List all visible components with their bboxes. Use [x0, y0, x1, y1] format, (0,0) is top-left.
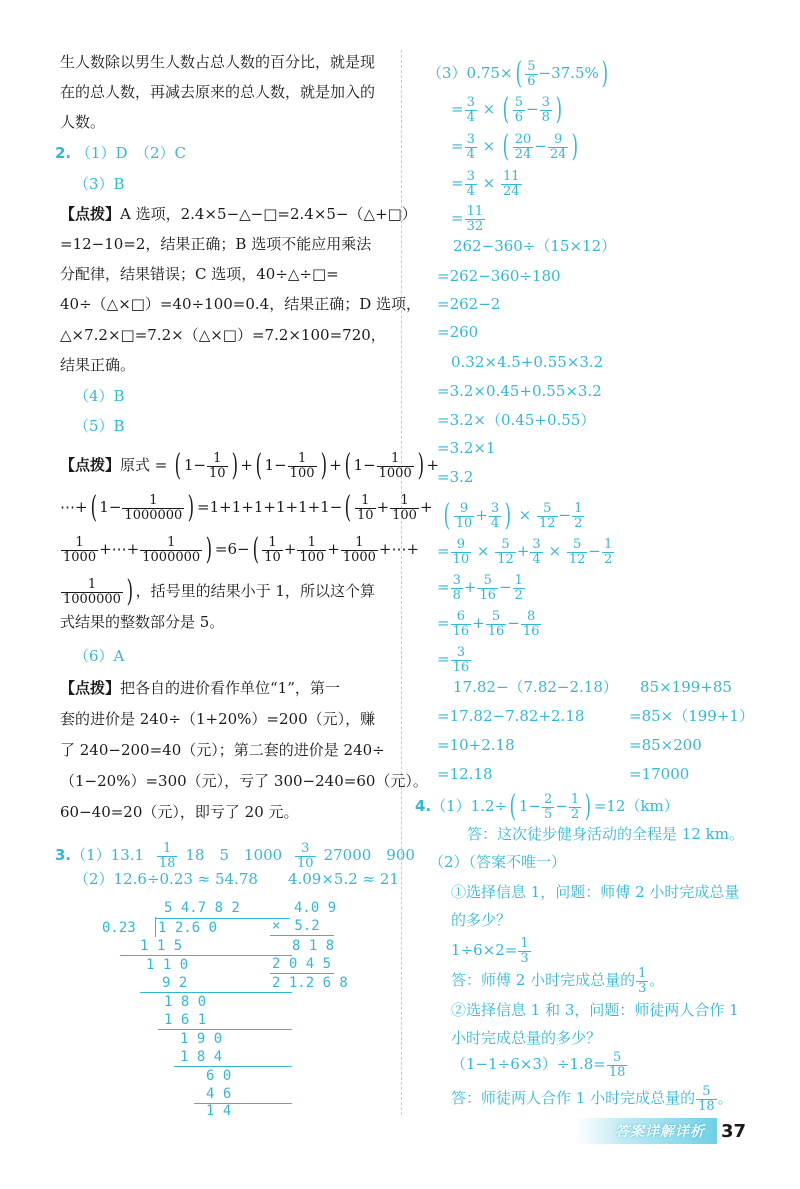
calc-line: 17.82−（7.82−2.18） [453, 678, 618, 696]
multiplication-row: × 5.2 [272, 918, 320, 934]
answer-line: 的多少？ [451, 911, 512, 929]
calc-line: = $\frac{3}{4}$ × ( $\frac{20}{24}$ − $\frac{9}{24}$ ) [451, 129, 579, 164]
tip-line: 套的进价是 240÷（1+20%）=200（元），赚 [60, 710, 376, 728]
multiplication-row: 8 1 8 [292, 938, 335, 954]
text-line: 在的总人数，再减去原来的总人数，就是加入的 [60, 83, 376, 101]
division-step: 1 8 0 [164, 994, 207, 1010]
tip-text: A 选项，2.4×5−△−□=2.4×5−（△+□） [120, 205, 417, 223]
question-number: 2. [55, 144, 72, 162]
calc-line: =3.2×1 [437, 439, 496, 457]
tip-line: 了 240−200=40（元）；第二套的进价是 240÷ [60, 741, 385, 759]
expression-text: 原式 = [120, 456, 168, 474]
calc-line: =17.82−7.82+2.18 [437, 707, 585, 725]
tip-text: 把各自的进价看作单位“1”，第一 [120, 679, 340, 697]
multiplication-row: 2 0 4 5 [272, 956, 332, 972]
question-number: 4. [415, 797, 432, 815]
answer-2-4: （4）B [74, 387, 125, 405]
calc-line: =3.2×（0.45+0.55） [437, 411, 596, 429]
text-line: 生人数除以男生人数占总人数的百分比，就是现 [60, 53, 376, 71]
question-2-line [55, 143, 186, 163]
answer-2-6: （6）A [74, 647, 125, 665]
tip-line: △×7.2×□=7.2×（△×□）=7.2×100=720， [60, 326, 386, 344]
answer-3-2: （2）12.6÷0.23 ≈ 54.78 4.09×5.2 ≈ 21 [74, 870, 399, 888]
division-step: 9 2 [162, 975, 188, 991]
division-dividend: 1 2.6 0 [158, 920, 218, 936]
expression-line: $\frac{1}{1000}$ +⋯+ $\frac{1}{1000000}$ ) =6−( $\frac{1}{10}$ + $\frac{1}{100}$ + $\frac{1}{1000}$ +⋯+ [63, 532, 420, 567]
answer-2-3: （3）B [74, 175, 125, 193]
division-step: 1 6 1 [164, 1012, 207, 1028]
division-step: 6 0 [206, 1068, 232, 1084]
expression-text: ，括号里的结果小于 1，所以这个算 [135, 582, 375, 600]
calc-line: =3.2 [437, 468, 474, 486]
multiplication-row: 2 1.2 6 8 [272, 975, 348, 991]
answer-line: 小时完成总量的多少？ [451, 1029, 602, 1047]
calc-line: = $\frac{11}{32}$ [451, 203, 484, 234]
division-step: 1 8 4 [180, 1049, 223, 1065]
division-step: 1 1 5 [140, 938, 183, 954]
answer-line: 1÷6×2= $\frac{1}{3}$ [451, 935, 529, 966]
footer-label: 答案详解详析 [575, 1118, 717, 1144]
calc-line: =262−2 [437, 295, 501, 313]
calc-line: =262−360÷180 [437, 267, 561, 285]
calc-line: （3）0.75×( $\frac{5}{6}$ −37.5%) [427, 56, 608, 91]
division-quotient: 5 4.7 8 2 [164, 900, 240, 916]
calc-line: 85×199+85 [640, 678, 732, 696]
tip-line: 60−40=20（元），即亏了 20 元。 [60, 803, 299, 821]
division-divisor: 0.23 [102, 920, 136, 936]
tip-line [60, 678, 340, 698]
calc-line: =260 [437, 323, 479, 341]
division-bracket [155, 917, 156, 937]
calc-line: = $\frac{3}{4}$ × ( $\frac{5}{6}$ − $\frac{3}{8}$ ) [451, 92, 562, 127]
tip-line: =12−10=2，结果正确；B 选项不能应用乘法 [60, 235, 372, 253]
division-rule [158, 1029, 292, 1030]
tip-line: （1−20%）=300（元），亏了 300−240=60（元）。 [60, 772, 428, 790]
expression-line: ⋯+( 1− $\frac{1}{1000000}$ ) =1+1+1+1+1+1−( $\frac{1}{10}$ + $\frac{1}{100}$ + [60, 490, 433, 525]
tip-line: 结果正确。 [60, 356, 136, 374]
text-line: 人数。 [60, 113, 106, 131]
calc-line: ( $\frac{9}{10}$ + $\frac{3}{4}$ ) × $\frac{5}{12}$ − $\frac{1}{2}$ [443, 498, 583, 533]
answer-line: （2）（答案不唯一） [429, 853, 567, 871]
answer-2-1-2: （1）D （2）C [75, 144, 187, 162]
division-step: 1 9 0 [180, 1031, 223, 1047]
answer-line: 答：这次徒步健身活动的全程是 12 km。 [467, 825, 744, 843]
division-rule [140, 992, 292, 993]
calc-line: =3.2×0.45+0.55×3.2 [437, 382, 602, 400]
answer-line: ①选择信息 1，问题：师傅 2 小时完成总量 [451, 883, 740, 901]
answer-line: 答：师徒两人合作 1 小时完成总量的 $\frac{5}{18}$ 。 [451, 1083, 733, 1114]
page-footer [575, 1118, 748, 1144]
question-4-line: 4.（1）1.2÷( 1− $\frac{2}{5}$ − $\frac{1}{2}$ ) =12（km） [415, 789, 679, 824]
calc-line: =85×200 [629, 736, 702, 754]
page-number: 37 [717, 1121, 748, 1142]
answer-2-5: （5）B [74, 417, 125, 435]
tip-line: 40÷（△×□）=40÷100=0.4，结果正确；D 选项， [60, 295, 422, 313]
answer-line: 答：师傅 2 小时完成总量的 $\frac{1}{3}$ 。 [451, 965, 665, 996]
division-step: 4 6 [206, 1086, 232, 1102]
question-number: 3. [55, 846, 72, 864]
tip-label: 【点拨】 [60, 205, 121, 223]
tip-line [60, 204, 417, 224]
calc-line: =17000 [629, 765, 690, 783]
question-3-line: 3.（1）13.1 $\frac{1}{18}$ 18 5 1000 $\frac{3}{10}$ 27000 900 [55, 840, 415, 871]
calc-line: = $\frac{9}{10}$ × $\frac{5}{12}$ + $\frac{3}{4}$ × $\frac{5}{12}$ − $\frac{1}{2}$ [437, 536, 613, 567]
tip-line: 分配律，结果错误；C 选项，40÷△÷□= [60, 265, 339, 283]
tip-label: 【点拨】 [60, 456, 121, 474]
calc-line: 262−360÷（15×12） [453, 237, 617, 255]
multiplication-row: 4.0 9 [294, 900, 337, 916]
calc-line: =85×（199+1） [629, 707, 754, 725]
expression-line: 【点拨】原式 = ( 1− $\frac{1}{10}$ ) +( 1− $\frac{1}{100}$ ) +( 1− $\frac{1}{1000}$ ) + [60, 448, 440, 483]
answer-line: ②选择信息 1 和 3，问题：师徒两人合作 1 [451, 1001, 739, 1019]
calc-line: = $\frac{3}{4}$ × $\frac{11}{24}$ [451, 168, 520, 199]
calc-line: = $\frac{3}{8}$ + $\frac{5}{16}$ − $\frac{1}{2}$ [437, 572, 523, 603]
answer-line: （1−1÷6×3）÷1.8= $\frac{5}{18}$ [451, 1049, 626, 1080]
expression-line: $\frac{1}{1000000}$ ) ，括号里的结果小于 1，所以这个算 [63, 574, 375, 609]
division-step: 1 1 0 [146, 957, 189, 973]
calc-line: =10+2.18 [437, 736, 515, 754]
division-step: 1 4 [206, 1103, 232, 1119]
calc-line: = $\frac{6}{16}$ + $\frac{5}{16}$ − $\frac{8}{16}$ [437, 608, 540, 639]
calc-line: = $\frac{3}{16}$ [437, 644, 470, 675]
calc-line: 0.32×4.5+0.55×3.2 [451, 353, 604, 371]
division-rule [174, 1066, 292, 1067]
text-line: 式结果的整数部分是 5。 [60, 613, 225, 631]
tip-label: 【点拨】 [60, 679, 121, 697]
calc-line: =12.18 [437, 765, 493, 783]
